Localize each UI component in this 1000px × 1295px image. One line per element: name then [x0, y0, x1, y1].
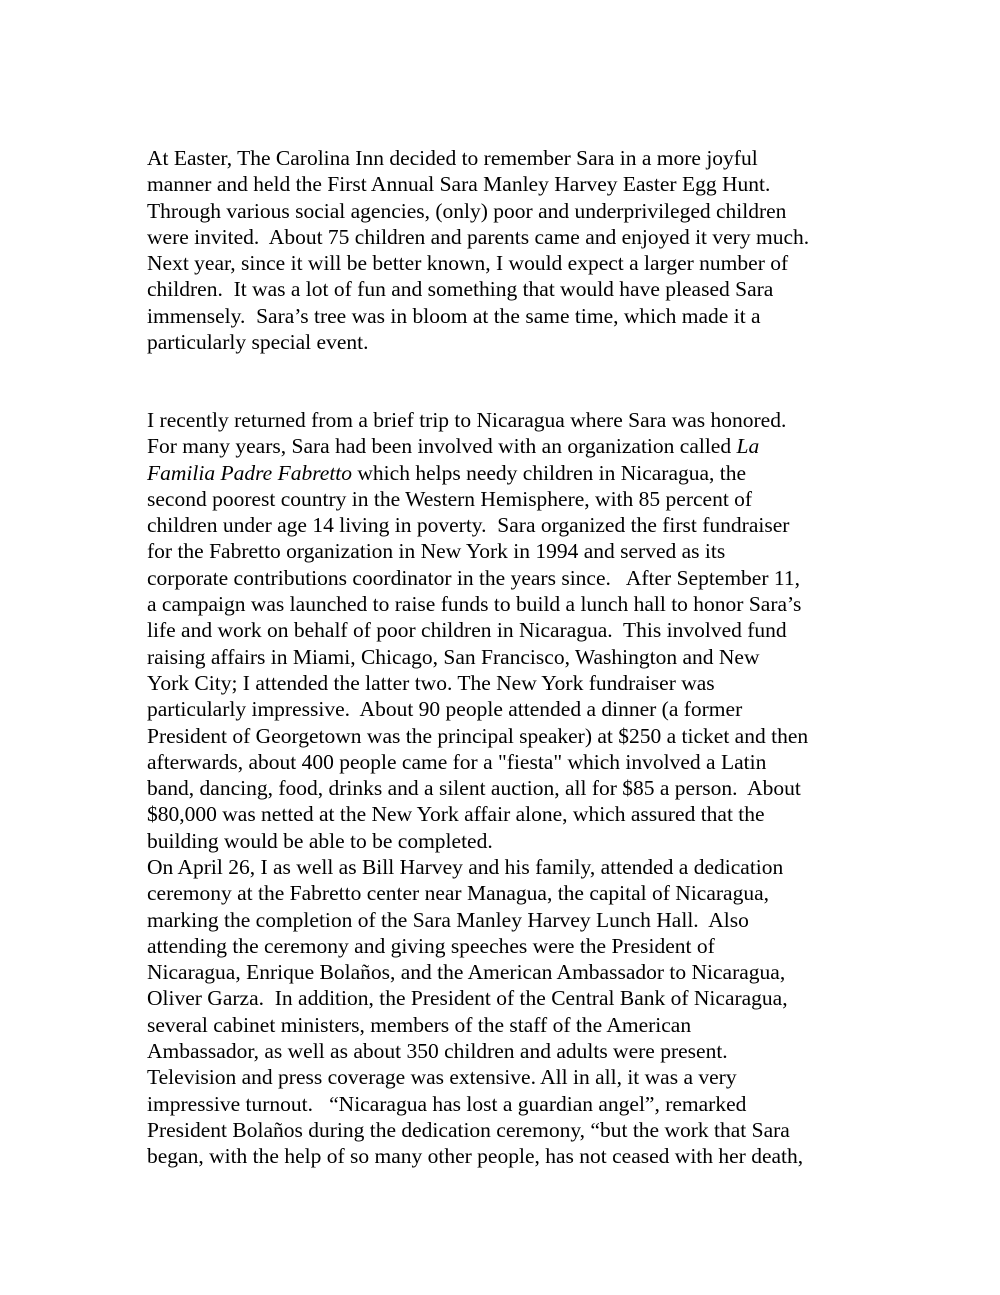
text-line: marking the completion of the Sara Manley Harvey Lunch Hall. Also: [147, 907, 749, 932]
text-line: a campaign was launched to raise funds to build a lunch hall to honor Sara’s: [147, 592, 802, 617]
text-line: corporate contributions coordinator in the years since. After September 11,: [147, 565, 800, 590]
text-segment: which helps needy children in Nicaragua, the: [352, 460, 747, 485]
text-line: were invited. About 75 children and parents came and enjoyed it very much.: [147, 224, 810, 249]
text-line: building would be able to be completed.: [147, 828, 493, 853]
text-line: children. It was a lot of fun and something that would have pleased Sara: [147, 277, 774, 302]
text-line: afterwards, about 400 people came for a "fiesta" which involved a Latin: [147, 749, 767, 774]
text-line: $80,000 was netted at the New York affair alone, which assured that the: [147, 802, 765, 827]
text-line: York City; I attended the latter two. The New York fundraiser was: [147, 670, 715, 695]
text-line: ceremony at the Fabretto center near Managua, the capital of Nicaragua,: [147, 881, 769, 906]
text-line: band, dancing, food, drinks and a silent auction, all for $85 a person. About: [147, 776, 801, 801]
text-line: Ambassador, as well as about 350 children and adults were present.: [147, 1039, 728, 1064]
text-line: began, with the help of so many other people, has not ceased with her death,: [147, 1144, 804, 1169]
text-line: Nicaragua, Enrique Bolaños, and the American Ambassador to Nicaragua,: [147, 960, 786, 985]
paragraph-easter-egg-hunt: [147, 145, 867, 355]
text-line: I recently returned from a brief trip to Nicaragua where Sara was honored.: [147, 408, 787, 432]
text-line: [147, 460, 867, 486]
text-line: At Easter, The Carolina Inn decided to remember Sara in a more joyful: [147, 146, 758, 170]
text-line: immensely. Sara’s tree was in bloom at the same time, which made it a: [147, 303, 761, 328]
text-line: second poorest country in the Western Hemisphere, with 85 percent of: [147, 486, 753, 511]
paragraph-nicaragua-trip: [147, 407, 867, 854]
text-line: for the Fabretto organization in New York in 1994 and served as its: [147, 539, 726, 564]
text-line: Television and press coverage was extensive. All in all, it was a very: [147, 1065, 737, 1090]
text-line: President Bolaños during the dedication ceremony, “but the work that Sara: [147, 1117, 790, 1142]
text-line: particularly special event.: [147, 330, 369, 355]
paragraph-dedication-ceremony: [147, 854, 867, 1170]
text-line: [147, 433, 867, 459]
text-segment: For many years, Sara had been involved with an organization called: [147, 434, 737, 459]
text-line: On April 26, I as well as Bill Harvey and his family, attended a dedication: [147, 855, 784, 879]
text-line: attending the ceremony and giving speeches were the President of: [147, 933, 715, 958]
text-line: President of Georgetown was the principal speaker) at $250 a ticket and then: [147, 723, 809, 748]
text-line: raising affairs in Miami, Chicago, San Francisco, Washington and New: [147, 644, 760, 669]
text-line: children under age 14 living in poverty. Sara organized the first fundraiser: [147, 513, 790, 538]
organization-name-italic: La: [736, 434, 760, 459]
text-line: impressive turnout. “Nicaragua has lost a guardian angel”, remarked: [147, 1091, 747, 1116]
text-line: Through various social agencies, (only) poor and underprivileged children: [147, 198, 787, 223]
organization-name-italic: Familia Padre Fabretto: [147, 460, 353, 485]
text-line: Oliver Garza. In addition, the President of the Central Bank of Nicaragua,: [147, 986, 788, 1011]
text-line: Next year, since it will be better known, I would expect a larger number of: [147, 251, 789, 276]
text-line: manner and held the First Annual Sara Manley Harvey Easter Egg Hunt.: [147, 172, 771, 197]
text-line: life and work on behalf of poor children in Nicaragua. This involved fund: [147, 618, 787, 643]
text-line: particularly impressive. About 90 people attended a dinner (a former: [147, 697, 743, 722]
text-line: several cabinet ministers, members of the staff of the American: [147, 1012, 692, 1037]
